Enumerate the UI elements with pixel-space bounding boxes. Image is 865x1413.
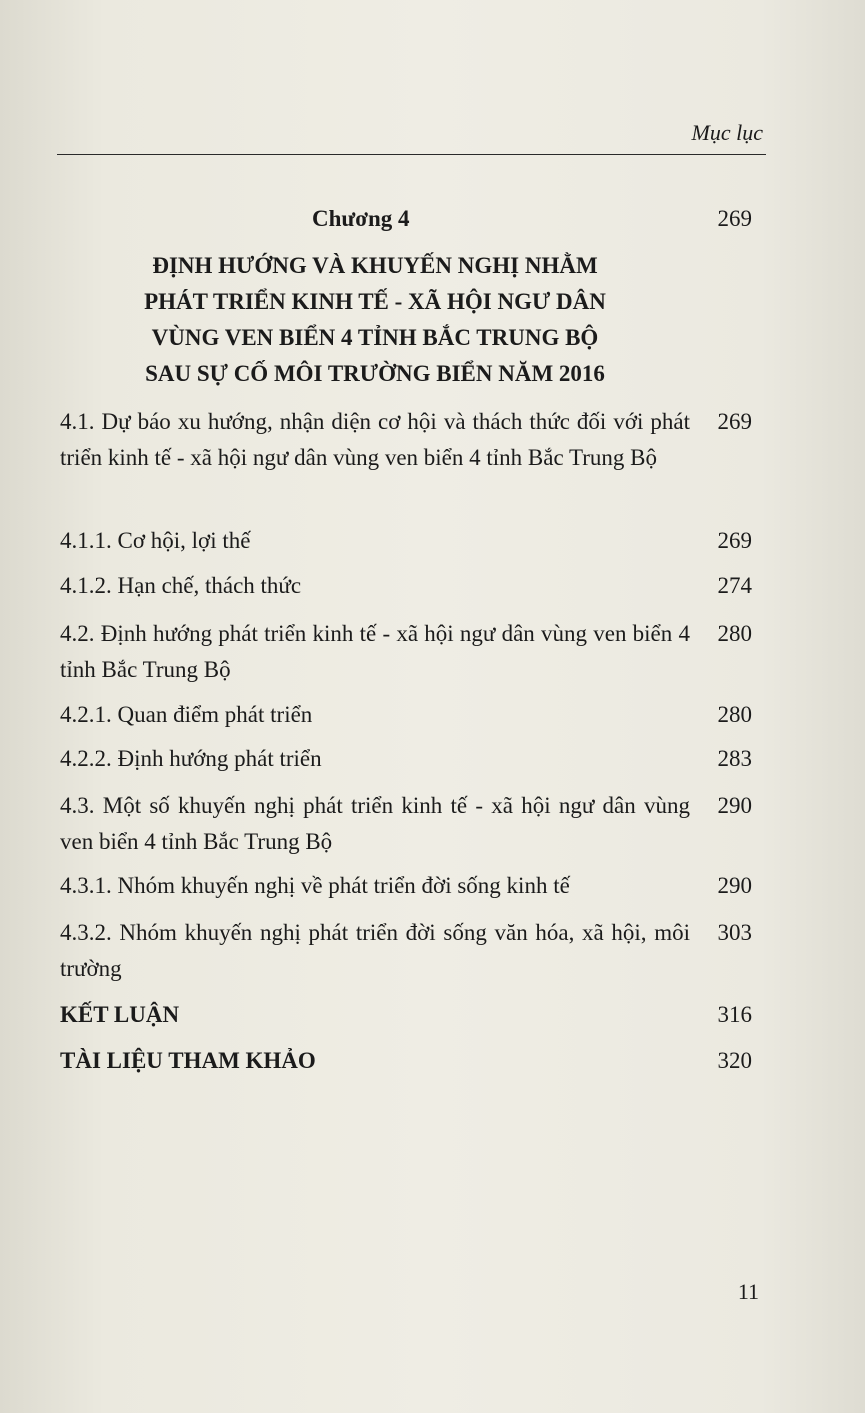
toc-entry-conclusion[interactable]: KẾT LUẬN [60, 1002, 180, 1027]
chapter-title [60, 248, 690, 392]
toc-page-4-3-2: 303 [717, 920, 752, 945]
toc-page-conclusion: 316 [717, 1002, 752, 1027]
toc-entry-4-3-2[interactable]: 4.3.2. Nhóm khuyến nghị phát triển đời sống văn hóa, xã hội, môi trường [60, 920, 690, 981]
toc-entry-4-1-1[interactable]: 4.1.1. Cơ hội, lợi thế [60, 528, 251, 553]
chapter-title-line: ĐỊNH HƯỚNG VÀ KHUYẾN NGHỊ NHẰM [152, 253, 598, 278]
toc-page-4-1: 269 [717, 409, 752, 434]
toc-page-4-3-1: 290 [717, 873, 752, 898]
toc-entry-4-2-2[interactable]: 4.2.2. Định hướng phát triển [60, 746, 322, 771]
header-divider [57, 154, 766, 155]
running-header: Mục lục [691, 120, 763, 145]
toc-page-4-2: 280 [717, 621, 752, 646]
toc-entry-4-3-1[interactable]: 4.3.1. Nhóm khuyến nghị về phát triển đời sống kinh tế [60, 873, 570, 898]
toc-entry-4-2[interactable]: 4.2. Định hướng phát triển kinh tế - xã hội ngư dân vùng ven biển 4 tỉnh Bắc Trung Bộ [60, 621, 690, 682]
toc-entry-4-1[interactable]: 4.1. Dự báo xu hướng, nhận diện cơ hội và thách thức đối với phát triển kinh tế - xã hội ngư dân vùng ven biển 4 tỉnh Bắc Trung Bộ [60, 409, 690, 470]
toc-entry-4-3[interactable]: 4.3. Một số khuyến nghị phát triển kinh tế - xã hội ngư dân vùng ven biển 4 tỉnh Bắc Trung Bộ [60, 793, 690, 854]
toc-page-references: 320 [717, 1048, 752, 1073]
toc-entry-references[interactable]: TÀI LIỆU THAM KHẢO [60, 1048, 316, 1073]
toc-entry-4-1-2[interactable]: 4.1.2. Hạn chế, thách thức [60, 573, 302, 598]
toc-page-4-2-1: 280 [717, 702, 752, 727]
toc-page-4-1-1: 269 [717, 528, 752, 553]
page-number: 11 [737, 1279, 759, 1304]
chapter-label: Chương 4 [312, 206, 410, 231]
toc-page-4-2-2: 283 [717, 746, 752, 771]
chapter-page-number: 269 [717, 206, 752, 231]
toc-entry-4-2-1[interactable]: 4.2.1. Quan điểm phát triển [60, 702, 313, 727]
chapter-title-line: PHÁT TRIỂN KINH TẾ - XÃ HỘI NGƯ DÂN [144, 289, 606, 314]
chapter-title-line: VÙNG VEN BIỂN 4 TỈNH BẮC TRUNG BỘ [151, 325, 599, 350]
toc-page-4-3: 290 [717, 793, 752, 818]
toc-page-4-1-2: 274 [717, 573, 752, 598]
chapter-title-line: SAU SỰ CỐ MÔI TRƯỜNG BIỂN NĂM 2016 [145, 361, 605, 386]
